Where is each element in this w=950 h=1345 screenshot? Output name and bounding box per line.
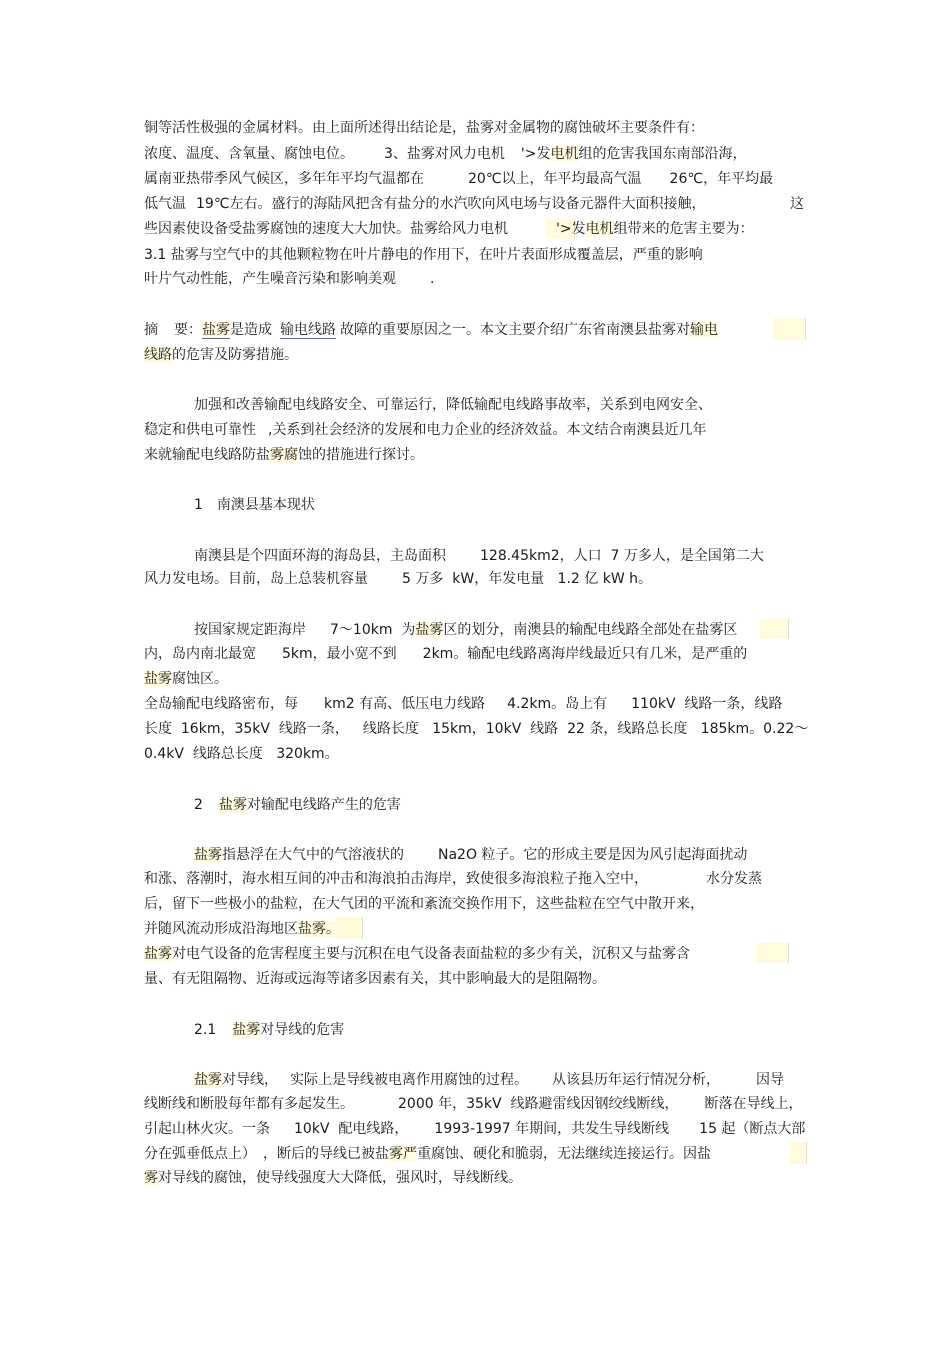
text-line: 属南亚热带季风气候区，多年年平均气温都在 20℃以上，年平均最高气温 26℃，年平均最 <box>144 171 774 187</box>
text-line: 铜等活性极强的金属材料。由上面所述得出结论是，盐雾对金属物的腐蚀破坏主要条件有： <box>144 120 704 136</box>
highlight-box <box>336 917 363 939</box>
text-line: 加强和改善输配电线路安全、可靠运行，降低输配电线路事故率，关系到电网安全、 <box>194 397 712 413</box>
text-line: 浓度、温度、含氧量、腐蚀电位。 3、盐雾对风力电机 '>发电机组的危害我国东南部沿海， <box>144 146 747 162</box>
text-line: 叶片气动性能，产生噪音污染和影响美观 . <box>144 271 435 287</box>
text-line: 全岛输配电线路密布，每 km2 有高、低压电力线路 4.2km。岛上有 110kV 线路一条，线路 <box>144 696 783 712</box>
text-line: 量、有无阻隔物、近海或远海等诸多因素有关，其中影响最大的是阻隔物。 <box>144 971 606 987</box>
text-line: 盐雾腐蚀区。 <box>144 671 228 687</box>
text-line: 风力发电场。目前，岛上总装机容量 5 万多 kW，年发电量 1.2 亿 kW h。 <box>144 571 652 587</box>
highlight: 雾严 <box>389 1146 417 1162</box>
text-line: 盐雾对电气设备的危害程度主要与沉积在电气设备表面盐粒的多少有关，沉积又与盐雾含 <box>144 946 690 962</box>
highlight: 盐雾。 <box>298 921 340 937</box>
text-line: 后，留下一些极小的盐粒，在大气团的平流和紊流交换作用下，这些盐粒在空气中散开来， <box>144 896 704 912</box>
text-line: 0.4kV 线路总长度 320km。 <box>144 746 339 762</box>
abstract-line: 摘 要：盐雾是造成 输电线路 故障的重要原因之一。本文主要介绍广东省南澳县盐雾对输电 <box>144 322 718 338</box>
text-line: 并随风流动形成沿海地区盐雾。 <box>144 921 340 937</box>
highlight: 盐雾 <box>144 671 172 687</box>
text-line: 3.1 盐雾与空气中的其他颗粒物在叶片静电的作用下，在叶片表面形成覆盖层，严重的影响 <box>144 247 703 263</box>
text-line: 引起山林火灾。一条 10kV 配电线路， 1993-1997 年期间，共发生导线断线 15 起（断点大部 <box>144 1121 806 1137</box>
text-line: 和涨、落潮时，海水相互间的冲击和海浪拍击海岸，致使很多海浪粒子拖入空中， 水分发蒸 <box>144 871 762 887</box>
keyword-link: 盐雾 <box>202 322 230 338</box>
text-line: 南澳县是个四面环海的海岛县，主岛面积 128.45km2，人口 7 万多人，是全国第二大 <box>194 548 764 564</box>
highlight: 输电 <box>690 322 718 338</box>
text-line: 盐雾对导线， 实际上是导线被电离作用腐蚀的过程。 从该县历年运行情况分析， 因导 <box>194 1072 784 1088</box>
highlight-box <box>760 619 789 639</box>
text-line: 线断线和断股每年都有多起发生。 2000 年，35kV 线路避雷线因钢绞线断线， 断落在导线上， <box>144 1096 803 1112</box>
text-line: 内，岛内南北最宽 5km，最小宽不到 2km。输配电线路离海岸线最近只有几米，是严重的 <box>144 646 748 662</box>
highlight: 雾 <box>144 1170 158 1186</box>
highlight: 盐雾 <box>194 847 222 863</box>
text-line: 分在弧垂低点上） ，断后的导线已被盐雾严重腐蚀、硬化和脆弱，无法继续连接运行。因盐 <box>144 1146 711 1162</box>
highlight: 盐雾 <box>144 946 172 962</box>
highlight: 盐雾 <box>232 1022 261 1038</box>
highlight: 盐雾 <box>194 1072 222 1088</box>
highlight-box <box>756 943 789 963</box>
highlight: 线路 <box>144 347 172 363</box>
keyword-link: 输电线路 <box>280 322 336 338</box>
section-heading: 1 南澳县基本现状 <box>194 497 315 513</box>
text-line: 些因素使设备受盐雾腐蚀的速度大大加快。盐雾给风力电机 '>发电机组带来的危害主要为： <box>144 221 754 237</box>
highlight-box <box>773 318 806 340</box>
text-line: 稳定和供电可靠性 ,关系到社会经济的发展和电力企业的经济效益。本文结合南澳县近几年 <box>144 422 707 438</box>
highlight: 电机 <box>550 146 579 162</box>
text-line: 低气温 19℃左右。盛行的海陆风把含有盐分的水汽吹向风电场与设备元器件大面积接触， 这 <box>144 196 804 212</box>
highlight-box <box>790 1142 807 1164</box>
text-line: 来就输配电线路防盐雾腐蚀的措施进行探讨。 <box>144 447 424 463</box>
text-line: 雾对导线的腐蚀，使导线强度大大降低，强风时，导线断线。 <box>144 1170 522 1186</box>
highlight: 雾腐 <box>270 447 298 463</box>
text-line: 长度 16km，35kV 线路一条， 线路长度 15km，10kV 线路 22 条，线路总长度 185km。0.22～ <box>144 721 809 737</box>
text-line: 盐雾指悬浮在大气中的气溶液状的 Na2O 粒子。它的形成主要是因为风引起海面扰动 <box>194 847 748 863</box>
highlight: 电机 <box>585 221 614 237</box>
section-heading: 2 盐雾对输配电线路产生的危害 <box>194 797 401 813</box>
section-heading: 2.1 盐雾对导线的危害 <box>194 1022 345 1038</box>
highlight: 盐雾 <box>415 622 444 638</box>
text-line: 按国家规定距海岸 7～10km 为盐雾区的划分，南澳县的输配电线路全部处在盐雾区 <box>194 622 738 638</box>
abstract-line: 线路的危害及防雾措施。 <box>144 347 298 363</box>
highlight: 盐雾 <box>218 797 247 813</box>
